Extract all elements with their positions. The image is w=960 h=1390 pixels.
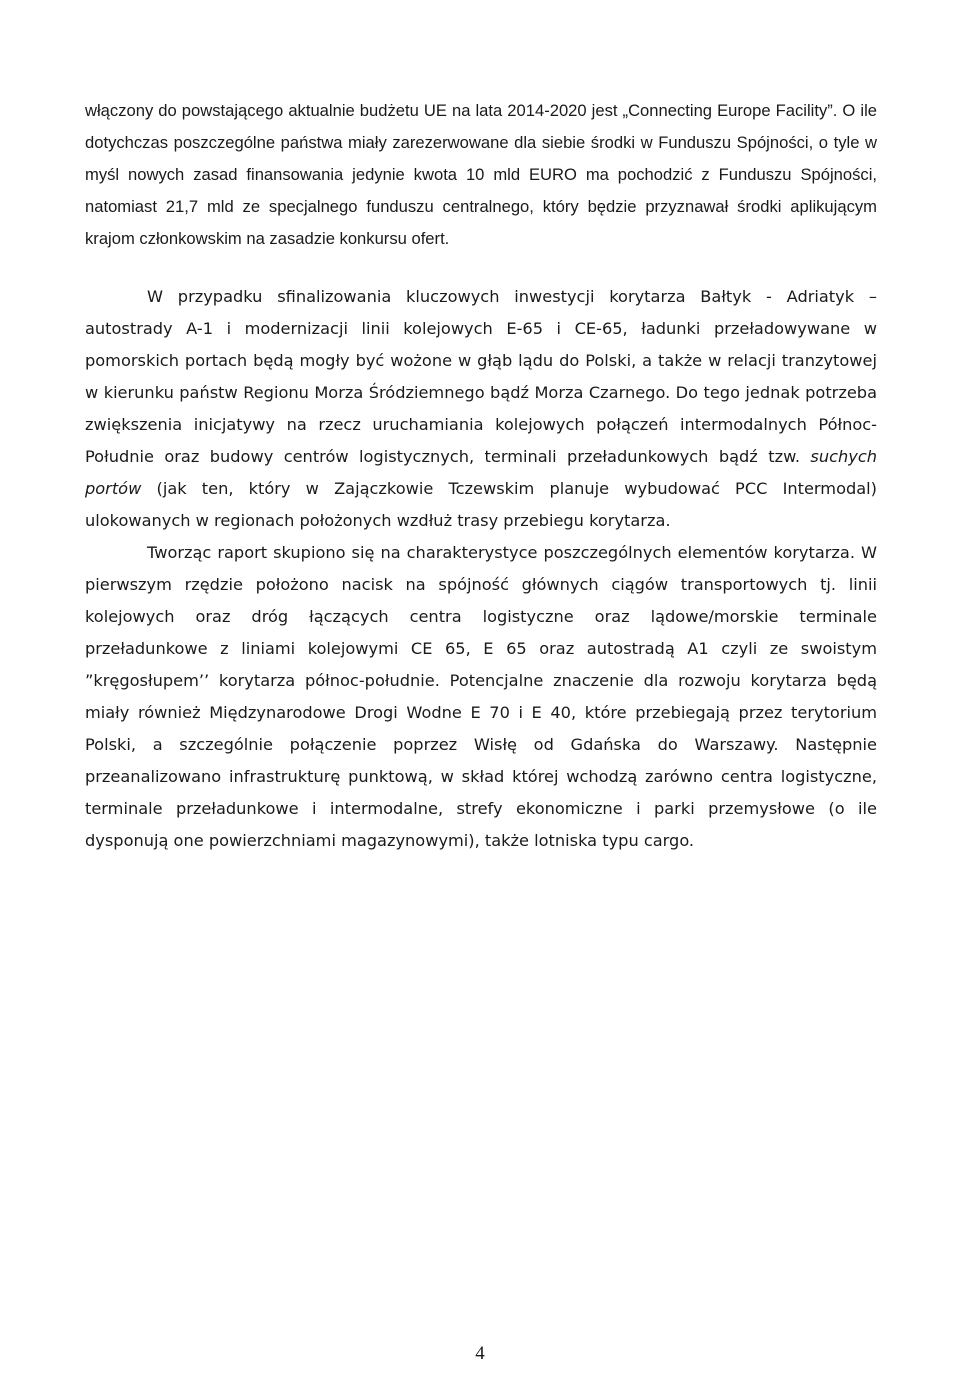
paragraph-connecting-europe-facility: włączony do powstającego aktualnie budżetu UE na lata 2014-2020 jest „Connecting Europe Facility”. O ile dotychczas poszczególne państwa miały zarezerwowane dla siebie środki w Funduszu Spójności, o tyle w myśl nowych zasad finansowania jedynie kwota 10 mld EURO ma pochodzić z Funduszu Spójności, natomiast 21,7 mld ze specjalnego funduszu centralnego, który będzie przyznawał środki aplikującym krajom członkowskim na zasadzie konkursu ofert. [85,101,877,248]
paragraph-baltic-adriatic-text: W przypadku sfinalizowania kluczowych inwestycji korytarza Bałtyk - Adriatyk – autostrady A-1 i modernizacji linii kolejowych E-65 i CE-65, ładunki przeładowywane w pomorskich portach będą mogły być wożone w głąb lądu do Polski, a także w relacji tranzytowej w kierunku państw Regionu Morza Śródziemnego bądź Morza Czarnego. Do tego jednak potrzeba zwiększenia inicjatywy na rzecz uruchamiania kolejowych połączeń intermodalnych Północ-Południe oraz budowy centrów logistycznych, terminali przeładunkowych bądź tzw. [85,287,877,466]
paragraph-report-scope: Tworząc raport skupiono się na charakterystyce poszczególnych elementów korytarza. W pierwszym rzędzie położono nacisk na spójność głównych ciągów transportowych tj. linii kolejowych oraz dróg łączących centra logistyczne oraz lądowe/morskie terminale przeładunkowe z liniami kolejowymi CE 65, E 65 oraz autostradą A1 czyli ze swoistym ”kręgosłupem’’ korytarza północ-południe. Potencjalne znaczenie dla rozwoju korytarza będą miały również Międzynarodowe Drogi Wodne E 70 i E 40, które przebiegają przez terytorium Polski, a szczególnie połączenie poprzez Wisłę od Gdańska do Warszawy. Następnie przeanalizowano infrastrukturę punktową, w skład której wchodzą zarówno centra logistyczne, terminale przeładunkowe i intermodalne, strefy ekonomiczne i parki przemysłowe (o ile dysponują one powierzchniami magazynowymi), także lotniska typu cargo. [85,543,877,850]
dry-ports-term: suchych portów [85,447,877,498]
paragraph-baltic-adriatic-text-end: (jak ten, który w Zajączkowie Tczewskim planuje wybudować PCC Intermodal) ulokowanych w regionach położonych wzdłuż trasy przebiegu korytarza. [85,479,877,530]
body-text [85,95,877,857]
page-number: 4 [475,1343,485,1364]
paragraph-baltic-adriatic-corridor [85,281,877,537]
